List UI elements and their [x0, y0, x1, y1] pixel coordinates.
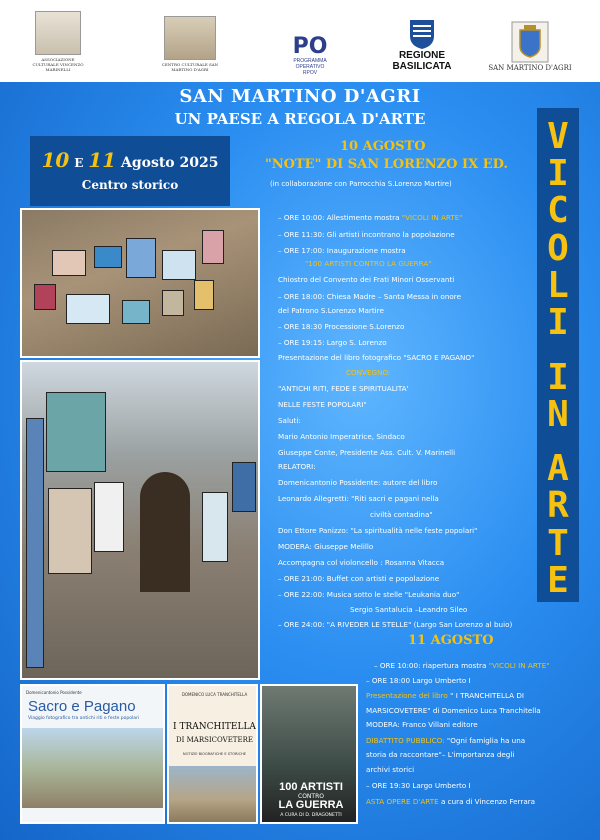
banner-letter: R: [547, 485, 569, 527]
programme-line: [278, 213, 463, 222]
programme-line: [278, 230, 455, 239]
banner-letter: [547, 433, 569, 443]
event-place: Centro storico: [81, 178, 179, 192]
programme-line-text: – ORE 19:15: Largo S. Lorenzo: [278, 338, 387, 347]
day1-subheading: "NOTE" DI SAN LORENZO IX ED.: [265, 157, 508, 172]
cultural-centre-logo: [158, 10, 222, 72]
regione-basilicata-logo: [392, 10, 452, 72]
regione-shield-icon: [408, 18, 436, 50]
date-day1: 10: [41, 148, 70, 172]
programme-line: [366, 736, 525, 745]
po-line1: PROGRAMMA: [293, 58, 327, 64]
programme-line: [278, 558, 444, 567]
b3-line1: 100 ARTISTI: [279, 781, 343, 793]
book-cover-sacro-e-pagano: [20, 684, 165, 824]
programme-line-text: Saluti:: [278, 416, 301, 425]
photo-paintings-on-wall: [20, 208, 260, 358]
b2-author: DOMENICO LUCA TRANCHITELLA: [181, 692, 248, 697]
banner-letter: T: [547, 522, 569, 564]
po-mark: PO: [292, 34, 328, 59]
programme-line-text: " I TRANCHITELLA DI: [447, 691, 524, 700]
programme-line: [278, 400, 367, 409]
programme-line: [278, 338, 387, 347]
programme-line-text: – ORE 18:30 Processione S.Lorenzo: [278, 322, 405, 331]
programme-line-text: – ORE 11:30: Gli artisti incontrano la popolazione: [278, 230, 455, 239]
banner-letter: N: [547, 393, 569, 435]
programme-line: [366, 750, 514, 759]
region-line2: BASILICATA: [392, 61, 452, 72]
programma-operativo-logo: [278, 14, 342, 76]
building-icon: [164, 16, 216, 60]
programme-line: [370, 510, 433, 519]
archway: [140, 472, 190, 592]
b2-title1: I TRANCHITELLA: [173, 722, 256, 732]
page-subtitle: UN PAESE A REGOLA D'ARTE: [174, 110, 426, 128]
programme-line-text: Don Ettore Panizzo: "La spiritualità nelle feste popolari": [278, 526, 478, 535]
book-cover-tranchitella: [167, 684, 258, 824]
programme-line: [278, 462, 316, 471]
programme-line-highlight: CONVEGNO:: [346, 368, 391, 377]
programme-line: [366, 781, 471, 790]
programme-line: [278, 306, 384, 315]
banner-letter: V: [547, 116, 569, 157]
banner-letters: [537, 116, 579, 601]
programme-line: [366, 676, 471, 685]
programme-line-text: storia da raccontare"– L'importanza degli: [366, 750, 515, 759]
programme-line-text: del Patrono S.Lorenzo Martire: [278, 306, 384, 315]
programme-line: [278, 542, 373, 551]
b2-subtitle: NOTIZIE BIOGRAFICHE E STORICHE: [182, 752, 247, 756]
programme-line: [278, 448, 455, 457]
programme-line-highlight: "VICOLI IN ARTE": [488, 661, 550, 670]
b3-line2: CONTRO: [298, 793, 324, 800]
date-month-year: Agosto 2025: [120, 155, 219, 171]
town-crest-icon: [510, 20, 550, 64]
programme-line-text: Domenicantonio Possidente: autore del libro: [278, 478, 438, 487]
programme-line: [278, 620, 512, 629]
banner-letter: I: [547, 356, 569, 398]
programme-line-text: a cura di Vincenzo Ferrara: [438, 797, 536, 806]
programme-line-highlight: Presentazione del libro: [366, 691, 448, 700]
programme-line-text: "Ogni famiglia ha una: [444, 736, 526, 745]
day2-heading: 11 AGOSTO: [408, 633, 494, 648]
programme-line-highlight: "100 ARTISTI CONTRO LA GUERRA": [305, 259, 432, 268]
programme-line-text: Sergio Santalucia –Leandro Sileo: [350, 605, 468, 614]
programme-line-text: – ORE 19:30 Largo Umberto I: [366, 781, 471, 790]
programme-line-text: archivi storici: [366, 765, 415, 774]
programme-line: [366, 797, 535, 806]
programme-line-highlight: ASTA OPERE D'ARTE: [366, 797, 439, 806]
programme-line-text: – ORE 17:00: Inaugurazione mostra: [278, 246, 406, 255]
programme-line-highlight: DIBATTITO PUBBLICO:: [366, 736, 445, 745]
b3-line3: LA GUERRA: [278, 799, 344, 811]
photo-alley-exhibition: [20, 360, 260, 680]
programme-line-text: RELATORI:: [278, 462, 316, 471]
banner-letter: I: [547, 153, 569, 195]
po-line3: RPOV: [302, 70, 318, 76]
b1-subtitle: Viaggio fotografico tra antichi riti e feste popolari: [28, 716, 140, 721]
town-caption: SAN MARTINO D'AGRI: [488, 64, 572, 72]
programme-line: [374, 661, 550, 670]
association-logo: [28, 10, 88, 72]
logo-bar: [0, 0, 600, 82]
page-title: SAN MARTINO D'AGRI: [179, 86, 421, 107]
programme-line-text: Giuseppe Conte, Presidente Ass. Cult. V. Marinelli: [278, 448, 456, 457]
programme-line-text: MARSICOVETERE" di Domenico Luca Tranchitella: [366, 706, 541, 715]
portrait-icon: [35, 11, 81, 55]
date-day2: 11: [88, 148, 117, 172]
book-cover-100-artisti: [260, 684, 358, 824]
programme-line-text: MODERA: Franco Villani editore: [366, 720, 478, 729]
vicoli-in-arte-banner: [537, 108, 579, 602]
programme-line: [366, 765, 414, 774]
programme-line: [278, 416, 301, 425]
b1-title: Sacro e Pagano: [28, 698, 136, 715]
programme-line-highlight: "VICOLI IN ARTE": [401, 213, 463, 222]
programme-line-text: – ORE 22:00: Musica sotto le stelle "Leukania duo": [278, 590, 460, 599]
centre-caption: CENTRO CULTURALE SAN MARTINO D'AGRI: [161, 62, 219, 72]
po-line2: OPERATIVO: [295, 64, 325, 70]
programme-line: [278, 384, 409, 393]
programme-line: [366, 691, 524, 700]
town-logo: [488, 10, 572, 72]
programme-line: [366, 720, 478, 729]
programme-line-text: – ORE 21:00: Buffet con artisti e popolazione: [278, 574, 440, 583]
programme-line: [278, 590, 459, 599]
programme-line-text: Mario Antonio Imperatrice, Sindaco: [278, 432, 405, 441]
banner-letter: C: [547, 190, 569, 232]
programme-line-text: Leonardo Allegretti: "Riti sacri e pagani nella: [278, 494, 439, 503]
programme-line: [366, 706, 541, 715]
programme-line: [350, 605, 467, 614]
day1-collab: (in collaborazione con Parrocchia S.Lorenzo Martire): [270, 180, 452, 188]
programme-line: [278, 494, 439, 503]
association-caption: ASSOCIAZIONE CULTURALE VINCENZO MARINELLI: [32, 57, 84, 72]
programme-line-text: – ORE 10:00: Allestimento mostra: [278, 213, 402, 222]
b2-title2: DI MARSICOVETERE: [176, 736, 253, 744]
programme-line-text: – ORE 10:00: riapertura mostra: [374, 661, 489, 670]
programme-line: [278, 478, 437, 487]
programme-line: [346, 368, 390, 377]
programme-line-text: MODERA: Giuseppe Melillo: [278, 542, 374, 551]
programme-line: [278, 526, 477, 535]
programme-line-text: – ORE 24:00: "A RIVEDER LE STELLE" (Largo San Lorenzo al buio): [278, 620, 513, 629]
programme-line: [278, 275, 454, 284]
programme-line-text: Chiostro del Convento dei Frati Minori Osservanti: [278, 275, 455, 284]
programme-line: [278, 432, 405, 441]
programme-line-text: Accompagna col violoncello : Rosanna Vitacca: [278, 558, 445, 567]
programme-line-text: civiltà contadina": [370, 510, 433, 519]
b1-photo: [22, 728, 165, 808]
programme-line: [278, 246, 406, 255]
region-line1: REGIONE: [398, 50, 446, 61]
programme-line: [278, 322, 404, 331]
programme-line-text: – ORE 18:00 Largo Umberto I: [366, 676, 471, 685]
event-dates: [30, 148, 230, 172]
programme-line-text: "ANTICHI RITI, FEDE E SPIRITUALITA': [278, 384, 409, 393]
programme-line: [278, 353, 474, 362]
day1-heading: 10 AGOSTO: [340, 139, 426, 154]
b2-photo: [169, 766, 258, 822]
banner-letter: O: [547, 227, 569, 269]
programme-line-text: Presentazione del libro fotografico "SACRO E PAGANO": [278, 353, 475, 362]
banner-letter: A: [547, 448, 569, 490]
banner-letter: L: [547, 264, 569, 306]
banner-letter: I: [547, 302, 569, 344]
date-box: [30, 136, 230, 206]
programme-line: [278, 292, 461, 301]
b1-author: Domenicantonio Possidente: [26, 690, 82, 695]
programme-line: [305, 259, 432, 268]
programme-line-text: NELLE FESTE POPOLARI": [278, 400, 367, 409]
b3-line4: A CURA DI D. DRAGONETTI: [280, 813, 342, 818]
programme-line-text: – ORE 18:00: Chiesa Madre – Santa Messa in onore: [278, 292, 461, 301]
banner-letter: [547, 341, 569, 351]
date-and: E: [74, 156, 84, 170]
programme-line: [278, 574, 439, 583]
banner-letter: E: [547, 559, 569, 601]
